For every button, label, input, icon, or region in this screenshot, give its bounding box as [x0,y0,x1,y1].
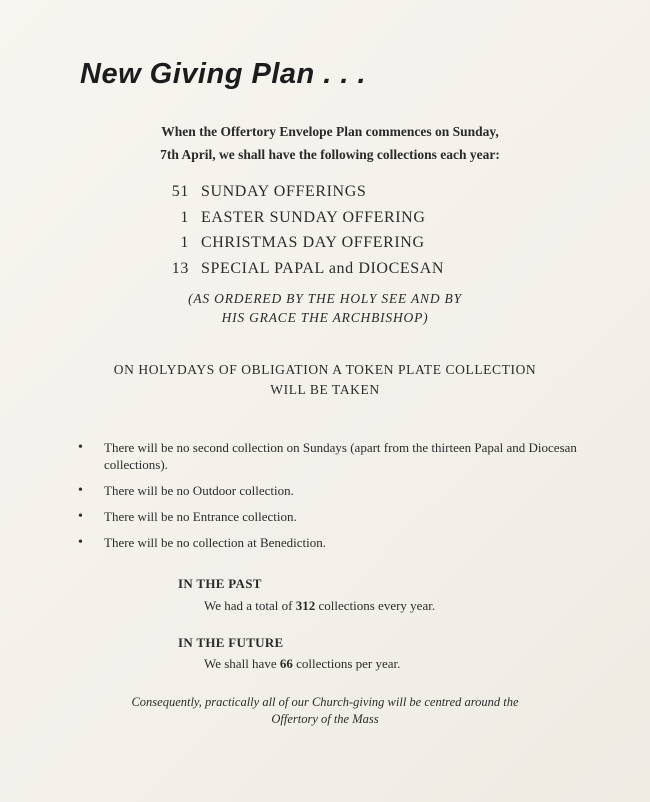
future-text [204,656,400,672]
bullet-text: There will be no collection at Benediction. [104,535,327,550]
past-prefix: We had a total of [204,598,296,613]
bullet-list [78,439,588,560]
past-suffix: collections every year. [315,598,436,613]
note-line: (AS ORDERED BY THE HOLY SEE AND BY [188,291,462,306]
future-heading: IN THE FUTURE [178,635,284,650]
past-heading: IN THE PAST [178,576,262,591]
list-item [78,534,588,551]
offering-count: 13 [171,259,189,277]
holydays-line: ON HOLYDAYS OF OBLIGATION A TOKEN PLATE COLLECTION [113,362,537,377]
list-item [78,482,588,499]
past-text [204,598,435,614]
future-suffix: collections per year. [292,656,401,671]
bullet-icon: • [78,483,83,498]
offering-row [155,183,515,209]
offering-row [155,209,515,235]
bullet-icon: • [78,535,83,550]
list-item [78,508,588,525]
offering-count: 51 [171,183,189,200]
bullet-icon: • [78,509,83,524]
offering-row [155,234,515,260]
bullet-text: There will be no Entrance collection. [104,509,297,524]
offerings-list [155,183,515,285]
offering-label: SPECIAL PAPAL and DIOCESAN [201,259,445,277]
intro-line: 7th April, we shall have the following collections each year: [160,147,500,162]
bullet-icon: • [78,440,83,455]
bullet-text: There will be no Outdoor collection. [104,483,294,498]
offering-row [155,260,515,286]
closing-statement [100,694,550,728]
holydays-notice [90,360,560,400]
offering-count: 1 [180,234,189,251]
ordered-by-note [150,289,500,327]
note-line: HIS GRACE THE ARCHBISHOP) [221,310,429,325]
page-title: New Giving Plan . . . [80,58,367,90]
future-prefix: We shall have [204,656,280,671]
list-item [78,439,588,473]
offering-label: CHRISTMAS DAY OFFERING [201,234,425,251]
offering-label: SUNDAY OFFERINGS [201,183,367,200]
past-number: 312 [295,598,316,613]
closing-line: Consequently, practically all of our Church-giving will be centred around the [131,695,519,709]
offering-count: 1 [180,208,189,226]
future-number: 66 [279,656,293,671]
closing-line: Offertory of the Mass [271,712,379,726]
bullet-text: There will be no second collection on Sundays (apart from the thirteen Papal and Diocesan collections). [104,440,577,472]
holydays-line: WILL BE TAKEN [270,382,380,397]
intro-paragraph [130,120,530,166]
intro-line: When the Offertory Envelope Plan commences on Sunday, [161,124,499,139]
offering-label: EASTER SUNDAY OFFERING [201,208,426,226]
